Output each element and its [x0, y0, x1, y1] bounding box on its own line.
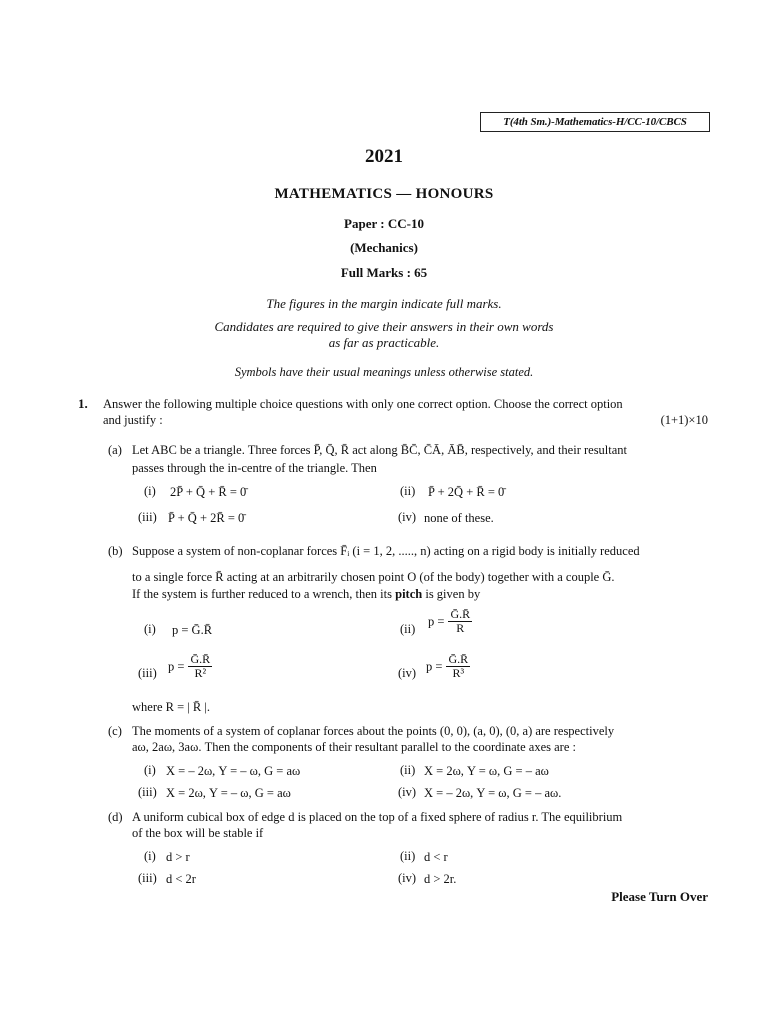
option-text: d > 2r.: [424, 872, 457, 886]
option-fraction: [428, 608, 472, 635]
option-fraction: [426, 653, 470, 680]
option-label: (iv): [398, 510, 417, 524]
question-intro-line2: and justify :: [103, 413, 163, 427]
part-b-line3-end: is given by: [425, 587, 481, 601]
please-turn-over: Please Turn Over: [611, 889, 708, 904]
part-b-label: (b): [108, 544, 123, 558]
force-notation: F̄ᵢ (i = 1, 2, ....., n): [340, 544, 431, 558]
option-text: P̄ + Q̄ + 2R̄ = 0̄: [168, 511, 245, 525]
instruction-own-words: Candidates are required to give their answers in their own words: [214, 319, 554, 334]
instruction-practicable: as far as practicable.: [328, 335, 440, 350]
fraction-lhs: p =: [426, 659, 443, 674]
paper-code: Paper : CC-10: [344, 216, 424, 231]
option-label: (i): [144, 622, 156, 636]
part-a-line1: Let ABC be a triangle. Three forces P̄, Q̄, R̄ act along B̄C̄, C̄Ā, ĀB̄, respectively, and their resultant: [132, 443, 628, 457]
instruction-margin-marks: The figures in the margin indicate full marks.: [266, 296, 502, 311]
fraction-lhs: p =: [168, 659, 185, 674]
part-b-line1-text: Suppose a system of non-coplanar forces: [132, 544, 338, 558]
part-b-line1-end: acting on a rigid body is initially reduced: [433, 544, 640, 558]
option-label: (i): [144, 484, 156, 498]
fraction-denominator: R³: [452, 666, 465, 680]
part-a-line2: passes through the in-centre of the triangle. Then: [132, 461, 377, 475]
part-b-where: where R = | R̄ |.: [132, 700, 211, 714]
fraction-lhs: p =: [428, 614, 445, 629]
exam-year: 2021: [365, 146, 403, 167]
option-label: (iv): [398, 871, 417, 885]
option-label: (i): [144, 849, 156, 863]
full-marks: Full Marks : 65: [340, 265, 428, 280]
fraction-numerator: Ḡ.R̄: [190, 652, 211, 666]
option-label: (ii): [400, 763, 416, 777]
option-text: 2P̄ + Q̄ + R̄ = 0̄: [170, 485, 247, 499]
fraction-numerator: Ḡ.R̄: [450, 607, 471, 621]
paper-code-box: T(4th Sm.)-Mathematics-H/CC-10/CBCS: [480, 112, 710, 132]
option-fraction: [168, 653, 212, 680]
part-a-label: (a): [108, 443, 122, 457]
part-b-line3-text: If the system is further reduced to a wrench, then its: [132, 587, 392, 601]
part-b-line1: [132, 543, 712, 559]
option-label: (ii): [400, 622, 416, 636]
paper-topic: (Mechanics): [350, 240, 418, 255]
part-c-line2: aω, 2aω, 3aω. Then the components of their resultant parallel to the coordinate axes are :: [132, 740, 576, 754]
part-d-label: (d): [108, 810, 123, 824]
option-label: (iv): [398, 785, 417, 799]
option-label: (iii): [138, 785, 157, 799]
option-text: none of these.: [424, 511, 494, 525]
subject-title: MATHEMATICS — HONOURS: [274, 186, 494, 202]
option-text: X = 2ω, Y = – ω, G = aω: [166, 786, 291, 800]
option-text: d < 2r: [166, 872, 196, 886]
option-label: (iii): [138, 510, 157, 524]
part-b-line2: to a single force R̄ acting at an arbitrarily chosen point O (of the body) together with a couple Ḡ.: [132, 570, 615, 584]
part-c-label: (c): [108, 724, 122, 738]
pitch-term: pitch: [395, 587, 423, 601]
part-d-line2: of the box will be stable if: [132, 826, 264, 840]
option-label: (i): [144, 763, 156, 777]
option-label: (iii): [138, 871, 157, 885]
option-text: X = – 2ω, Y = ω, G = – aω.: [424, 786, 562, 800]
fraction: [448, 608, 472, 635]
option-text: p = Ḡ.R̄: [172, 623, 213, 637]
fraction-denominator: R²: [194, 666, 207, 680]
option-label: (iii): [138, 666, 157, 680]
part-d-line1: A uniform cubical box of edge d is placed on the top of a fixed sphere of radius r. The equilibrium: [132, 810, 623, 824]
question-number: 1.: [78, 396, 88, 411]
fraction-denominator: R: [456, 621, 465, 635]
fraction: [446, 653, 470, 680]
option-text: d > r: [166, 850, 190, 864]
part-c-line1: The moments of a system of coplanar forces about the points (0, 0), (a, 0), (0, a) are respectively: [132, 724, 615, 738]
option-text: X = – 2ω, Y = – ω, G = aω: [166, 764, 301, 778]
option-text: X = 2ω, Y = ω, G = – aω: [424, 764, 549, 778]
option-label: (iv): [398, 666, 417, 680]
fraction: [188, 653, 212, 680]
option-text: P̄ + 2Q̄ + R̄ = 0̄: [428, 485, 505, 499]
part-b-line3: [132, 586, 712, 602]
fraction-numerator: Ḡ.R̄: [448, 652, 469, 666]
option-label: (ii): [400, 849, 416, 863]
instruction-symbols: Symbols have their usual meanings unless otherwise stated.: [234, 365, 534, 379]
option-label: (ii): [400, 484, 416, 498]
option-text: d < r: [424, 850, 448, 864]
question-intro-line1: Answer the following multiple choice questions with only one correct option. Choose the correct option: [103, 397, 623, 411]
question-marks: (1+1)×10: [660, 413, 708, 427]
